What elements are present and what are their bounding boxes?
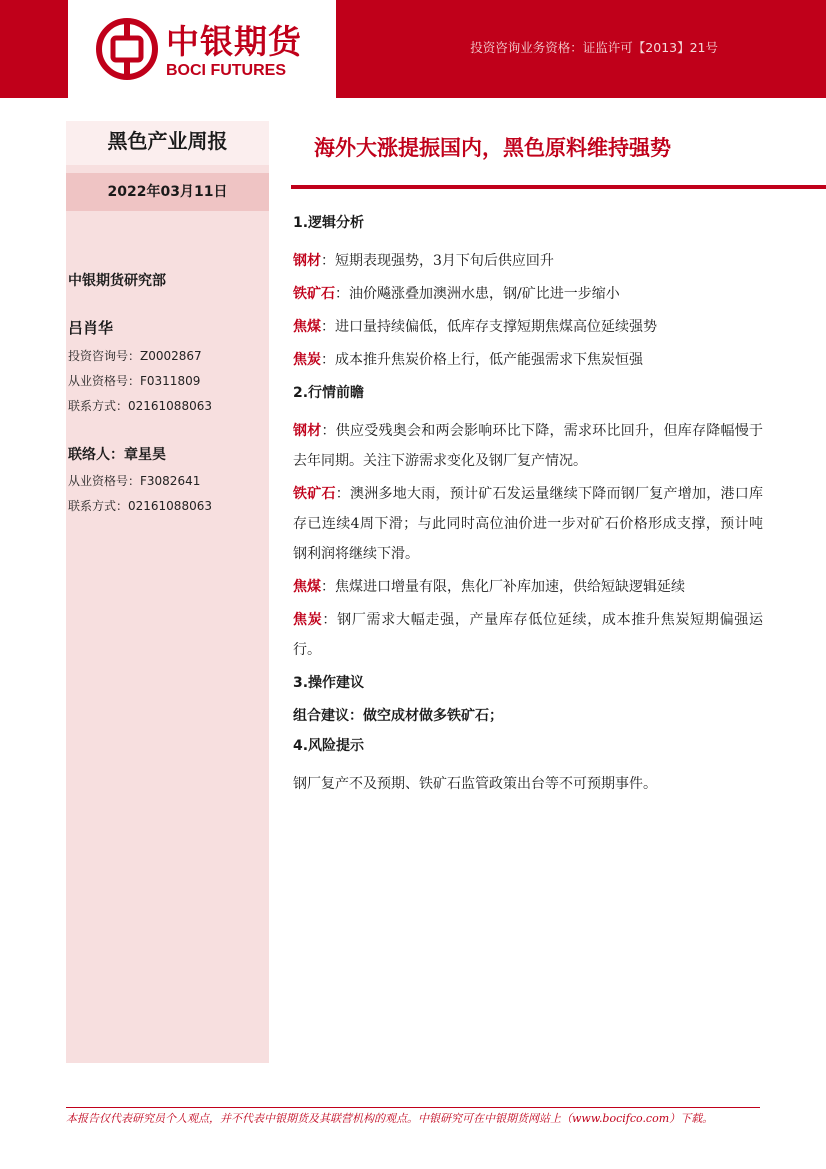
analyst-name: 吕肖华	[68, 319, 114, 337]
item-sep: ：	[321, 319, 335, 335]
research-dept: 中银期货研究部	[68, 273, 166, 289]
combo-advice: 组合建议：做空成材做多铁矿石；	[293, 708, 503, 724]
logic-item-iron-ore	[293, 279, 763, 309]
risk-text: 钢厂复产不及预期、铁矿石监管政策出台等不可预期事件。	[293, 776, 657, 792]
item-sep: ：	[321, 423, 336, 439]
section-heading-advice: 3.操作建议	[293, 675, 365, 691]
contact-phone: 联系方式：02161088063	[68, 499, 212, 513]
item-label: 铁矿石	[293, 286, 335, 302]
logic-item-steel	[293, 246, 763, 276]
item-sep: ：	[321, 352, 335, 368]
item-sep: ：	[321, 253, 335, 269]
outlook-item-iron-ore	[293, 479, 763, 569]
section-heading-logic: 1.逻辑分析	[293, 215, 365, 231]
item-label: 焦煤	[293, 319, 321, 335]
item-text: 油价飚涨叠加澳洲水患，钢/矿比进一步缩小	[349, 286, 620, 302]
section-heading-outlook: 2.行情前瞻	[293, 385, 365, 401]
contact-name: 联络人：章星昊	[68, 447, 166, 463]
footer-divider	[66, 1107, 760, 1108]
item-sep: ：	[322, 612, 338, 628]
outlook-item-coke	[293, 605, 763, 665]
item-sep: ：	[335, 286, 349, 302]
item-label: 焦煤	[293, 579, 321, 595]
boc-logo-icon	[96, 18, 158, 80]
item-text: 钢厂需求大幅走强，产量库存低位延续，成本推升焦炭短期偏强运行。	[293, 612, 764, 658]
item-label: 钢材	[293, 253, 321, 269]
outlook-item-steel	[293, 416, 763, 476]
contact-practice-no: 从业资格号：F3082641	[68, 474, 201, 488]
item-text: 焦煤进口增量有限，焦化厂补库加速，供给短缺逻辑延续	[335, 579, 685, 595]
item-label: 焦炭	[293, 352, 321, 368]
logo-text-cn: 中银期货	[166, 22, 302, 61]
footer-disclaimer: 本报告仅代表研究员个人观点，并不代表中银期货及其联营机构的观点。中银研究可在中银期货网站上（www.bocifco.com）下载。	[66, 1112, 714, 1125]
outlook-item-coking-coal	[293, 572, 763, 602]
item-text: 成本推升焦炭价格上行，低产能强需求下焦炭恒强	[335, 352, 643, 368]
logic-item-coke	[293, 345, 763, 375]
item-text: 进口量持续偏低，低库存支撑短期焦煤高位延续强势	[335, 319, 657, 335]
item-label: 焦炭	[293, 612, 323, 628]
sidebar	[66, 121, 269, 1063]
item-text: 短期表现强势，3月下旬后供应回升	[335, 253, 554, 269]
section-heading-risk: 4.风险提示	[293, 738, 365, 754]
report-type-title: 黑色产业周报	[66, 121, 269, 165]
report-date: 2022年03月11日	[66, 173, 269, 211]
main-content	[293, 213, 763, 802]
item-text: 供应受残奥会和两会影响环比下降，需求环比回升，但库存降幅慢于去年同期。关注下游需求变化及钢厂复产情况。	[293, 423, 763, 469]
item-sep: ：	[321, 579, 335, 595]
analyst-advisory-no: 投资咨询号：Z0002867	[68, 349, 202, 363]
logo-text-en: BOCI FUTURES	[166, 62, 286, 79]
license-text: 投资咨询业务资格：证监许可【2013】21号	[470, 40, 718, 55]
headline-divider	[291, 185, 826, 189]
report-headline: 海外大涨提振国内，黑色原料维持强势	[314, 135, 671, 160]
analyst-practice-no: 从业资格号：F0311809	[68, 374, 201, 388]
item-label: 钢材	[293, 423, 322, 439]
item-text: 澳洲多地大雨，预计矿石发运量继续下降而钢厂复产增加，港口库存已连续4周下滑；与此同时高位油价进一步对矿石价格形成支撑，预计吨钢利润将继续下滑。	[293, 486, 763, 562]
logic-item-coking-coal	[293, 312, 763, 342]
item-sep: ：	[335, 486, 350, 502]
item-label: 铁矿石	[293, 486, 336, 502]
analyst-phone: 联系方式：02161088063	[68, 399, 212, 413]
